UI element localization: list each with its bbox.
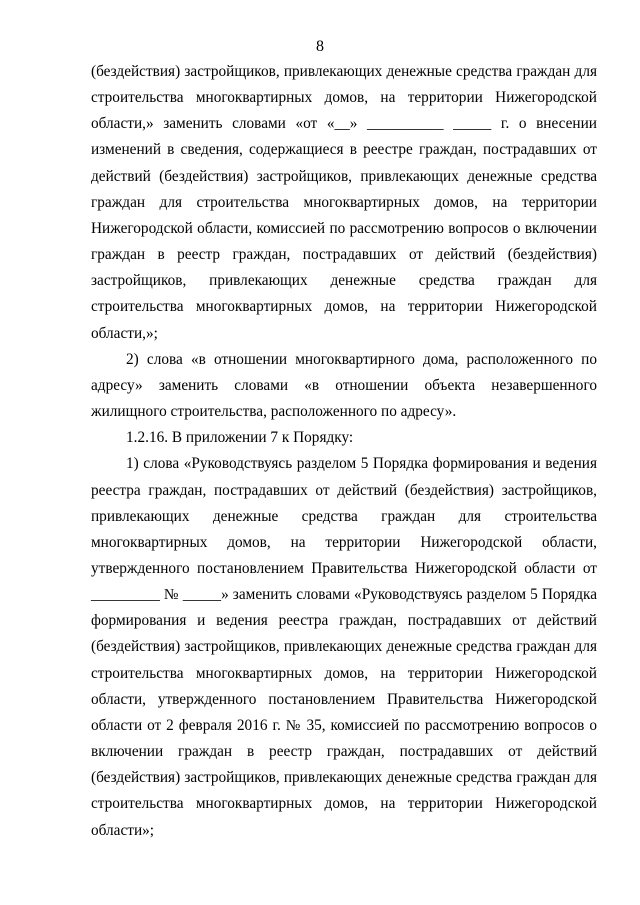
paragraph-item-2: 2) слова «в отношении многоквартирного дома, расположенного по адресу» заменить словами «в отношении объекта незавершенного жилищного строительства, расположенного по адресу». xyxy=(91,350,597,421)
page-number: 8 xyxy=(316,38,324,55)
document-body xyxy=(91,59,597,844)
paragraph-section-1-2-16: 1.2.16. В приложении 7 к Порядку: xyxy=(126,429,354,447)
paragraph-continuation: (бездействия) застройщиков, привлекающих денежные средства граждан для строительства многоквартирных домов, на территории Нижегородской области,» заменить словами «от «__» __________ _____ г. о внесении изменений в сведения, содержащиеся в реестре граждан, пострадавших от действий (бездействия) застройщиков, привлекающих денежные средства граждан для строительства многоквартирных домов, на территории Нижегородской области, комиссией по рассмотрению вопросов о включении граждан в реестр граждан, пострадавших от действий (бездействия) застройщиков, привлекающих денежные средства граждан для строительства многоквартирных домов, на территории Нижегородской области,»; xyxy=(91,63,597,342)
paragraph-item-1: 1) слова «Руководствуясь разделом 5 Порядка формирования и ведения реестра граждан, пострадавших от действий (бездействия) застройщиков, привлекающих денежные средства граждан для строительства многоквартирных домов, на территории Нижегородской области, утвержденного постановлением Правительства Нижегородской области от _________ № _____» заменить словами «Руководствуясь разделом 5 Порядка формирования и ведения реестра граждан, пострадавших от действий (бездействия) застройщиков, привлекающих денежные средства граждан для строительства многоквартирных домов, на территории Нижегородской области, утвержденного постановлением Правительства Нижегородской области от 2 февраля 2016 г. № 35, комиссией по рассмотрению вопросов о включении граждан в реестр граждан, пострадавших от действий (бездействия) застройщиков, привлекающих денежные средства граждан для строительства многоквартирных домов, на территории Нижегородской области»; xyxy=(91,455,597,839)
